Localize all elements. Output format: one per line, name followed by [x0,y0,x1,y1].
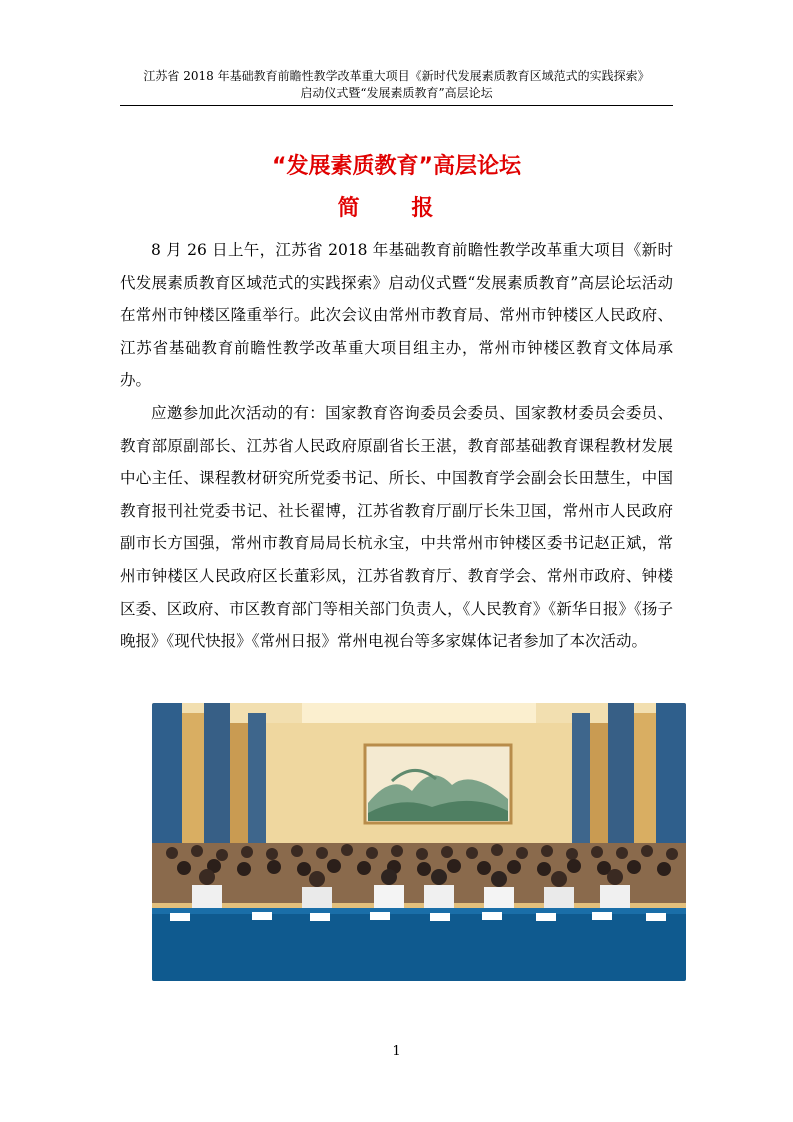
conference-hall-photo [152,703,686,981]
running-header [120,68,673,102]
running-header-line-2: 启动仪式暨“发展素质教育”高层论坛 [300,86,493,100]
paragraph-1: 8 月 26 日上午，江苏省 2018 年基础教育前瞻性教学改革重大项目《新时代发展素质教育区域范式的实践探索》启动仪式暨“发展素质教育”高层论坛活动在常州市钟楼区隆重举行。此次会议由常州市教育局、常州市钟楼区人民政府、江苏省基础教育前瞻性教学改革重大项目组主办，常州市钟楼区教育文体局承办。 [120,241,673,390]
body-text [120,234,673,658]
document-subtitle: 简 报 [337,196,456,221]
page-number: 1 [392,1044,401,1059]
header-divider [120,105,673,106]
running-header-line-1: 江苏省 2018 年基础教育前瞻性教学改革重大项目《新时代发展素质教育区域范式的实践探索》 [143,69,650,83]
paragraph-2: 应邀参加此次活动的有：国家教育咨询委员会委员、国家教材委员会委员、教育部原副部长、江苏省人民政府原副省长王湛，教育部基础教育课程教材发展中心主任、课程教材研究所党委书记、所长、中国教育学会副会长田慧生，中国教育报刊社党委书记、社长翟博，江苏省教育厅副厅长朱卫国，常州市人民政府副市长方国强，常州市教育局局长杭永宝，中共常州市钟楼区委书记赵正斌，常州市钟楼区人民政府区长董彩凤，江苏省教育厅、教育学会、常州市政府、钟楼区委、区政府、市区教育部门等相关部门负责人，《人民教育》《新华日报》《扬子晚报》《现代快报》《常州日报》常州电视台等多家媒体记者参加了本次活动。 [120,403,673,651]
document-title: “发展素质教育”高层论坛 [272,154,521,179]
